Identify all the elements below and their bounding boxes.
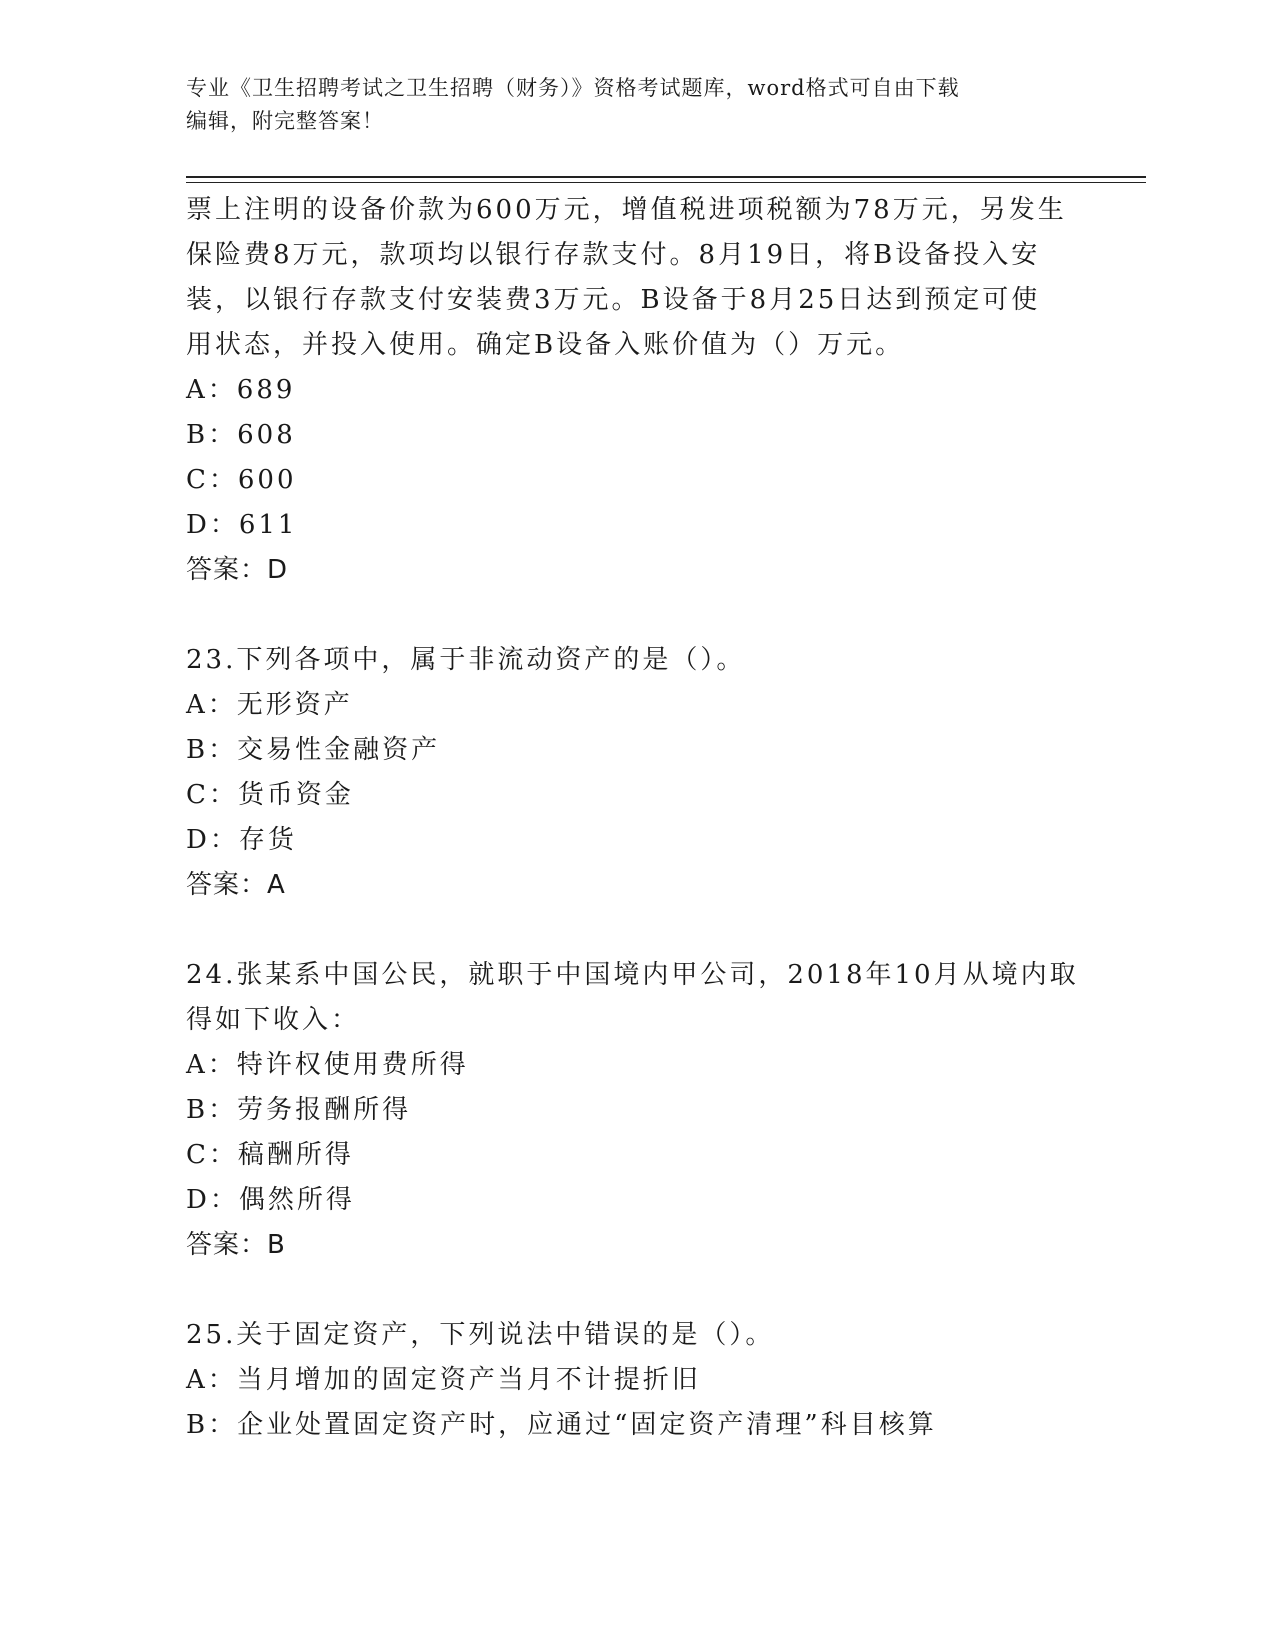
option-a: A：689 xyxy=(186,375,296,405)
answer-line: 答案：B xyxy=(186,1230,286,1260)
option-a: A：无形资产 xyxy=(186,690,353,720)
question-stem-line: 23.下列各项中，属于非流动资产的是（）。 xyxy=(186,645,746,675)
option-b: B：劳务报酬所得 xyxy=(186,1095,412,1125)
option-c: C：货币资金 xyxy=(186,780,354,810)
option-d: D：611 xyxy=(186,510,298,540)
option-b: B：企业处置固定资产时，应通过“固定资产清理”科目核算 xyxy=(186,1410,937,1440)
option-a: A：当月增加的固定资产当月不计提折旧 xyxy=(186,1365,701,1395)
spacer xyxy=(186,593,1086,638)
question-24 xyxy=(186,953,1086,1268)
option-d: D：存货 xyxy=(186,825,297,855)
question-stem-line: 票上注明的设备价款为600万元，增值税进项税额为78万元，另发生 xyxy=(186,195,1067,225)
option-d: D：偶然所得 xyxy=(186,1185,355,1215)
question-23 xyxy=(186,638,1086,908)
question-22 xyxy=(186,188,1086,593)
answer-line: 答案：A xyxy=(186,870,286,900)
question-list xyxy=(186,188,1086,1448)
question-stem-line: 用状态，并投入使用。确定B设备入账价值为（）万元。 xyxy=(186,330,905,360)
document-header xyxy=(186,72,1066,138)
option-b: B：608 xyxy=(186,420,296,450)
option-b: B：交易性金融资产 xyxy=(186,735,441,765)
header-line-1: 专业《卫生招聘考试之卫生招聘（财务）》资格考试题库，word格式可自由下载 xyxy=(186,76,960,100)
option-a: A：特许权使用费所得 xyxy=(186,1050,469,1080)
option-c: C：600 xyxy=(186,465,297,495)
question-stem-line: 保险费8万元，款项均以银行存款支付。8月19日，将B设备投入安 xyxy=(186,240,1041,270)
question-25 xyxy=(186,1313,1086,1448)
header-line-2: 编辑，附完整答案！ xyxy=(186,109,384,133)
question-stem-line: 装，以银行存款支付安装费3万元。B设备于8月25日达到预定可使 xyxy=(186,285,1041,315)
spacer xyxy=(186,908,1086,953)
answer-line: 答案：D xyxy=(186,555,289,585)
question-stem-line: 得如下收入： xyxy=(186,1005,361,1035)
spacer xyxy=(186,1268,1086,1313)
header-divider-thin xyxy=(186,182,1146,183)
question-stem-line: 24.张某系中国公民，就职于中国境内甲公司，2018年10月从境内取 xyxy=(186,960,1079,990)
option-c: C：稿酬所得 xyxy=(186,1140,354,1170)
question-stem-line: 25.关于固定资产，下列说法中错误的是（）。 xyxy=(186,1320,775,1350)
header-divider-thick xyxy=(186,176,1146,178)
